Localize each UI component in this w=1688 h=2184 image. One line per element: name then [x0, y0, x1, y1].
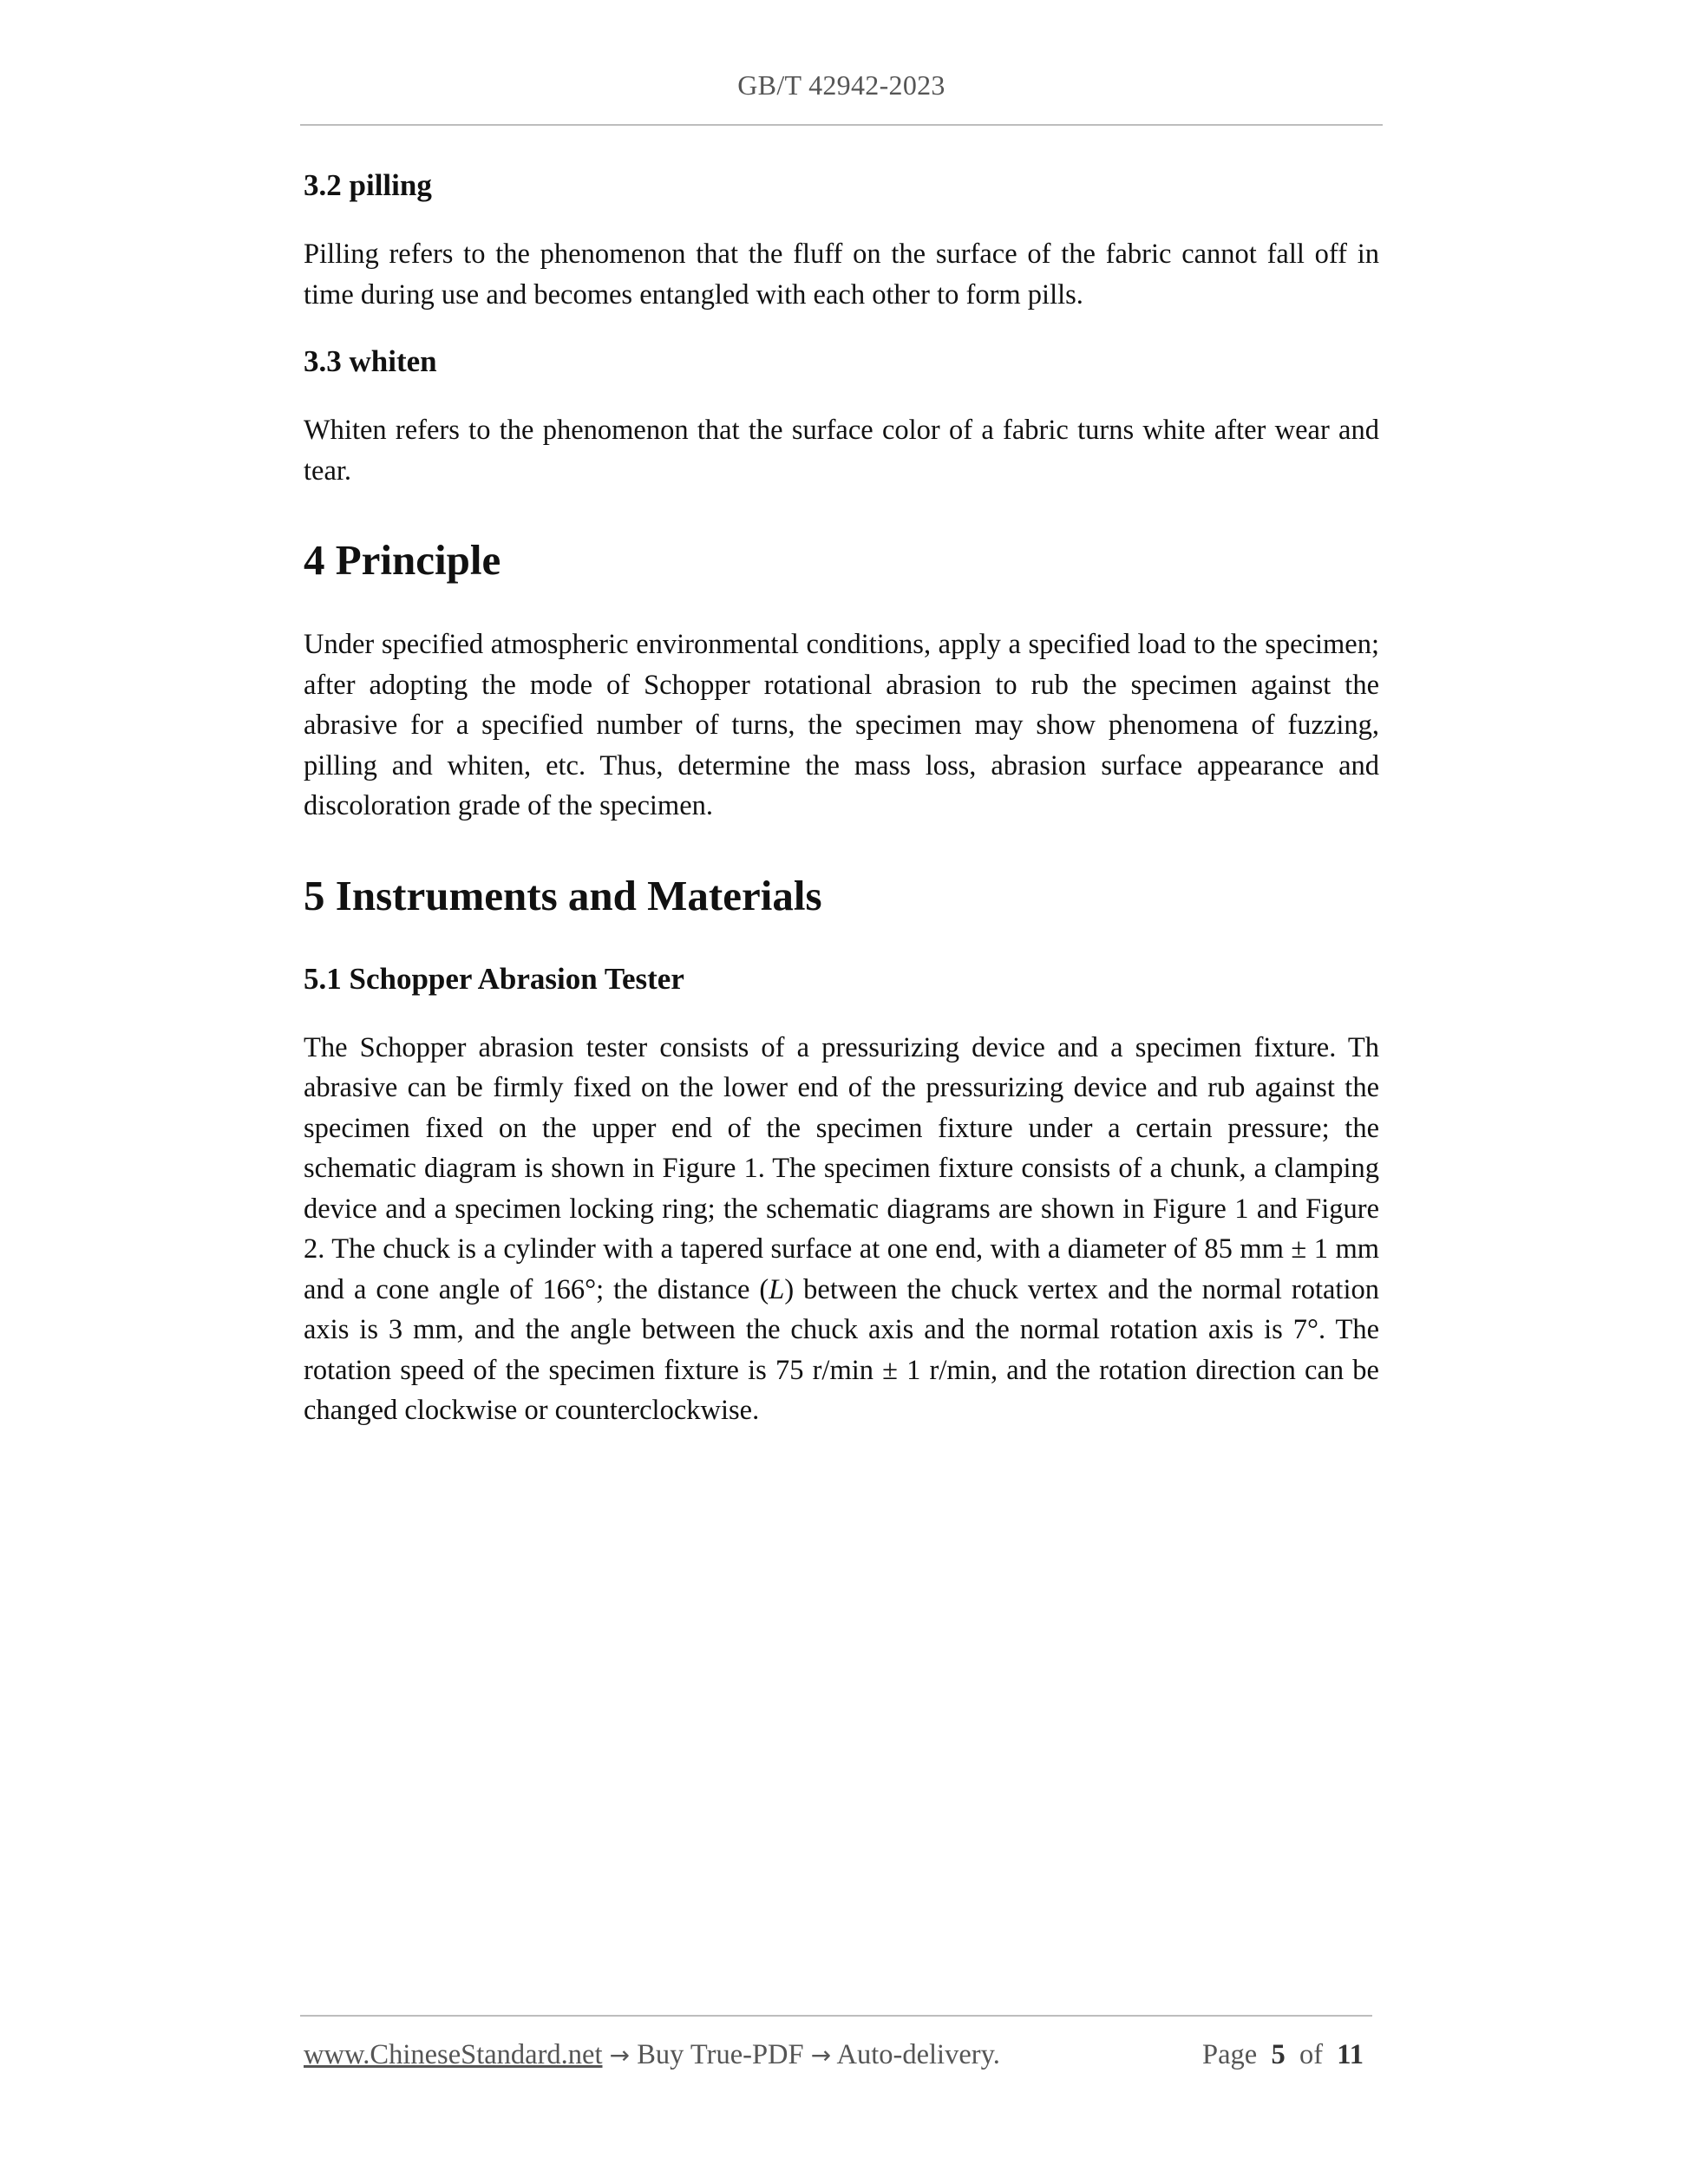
section-paragraph-5-1 [304, 1028, 1379, 1431]
website-link[interactable]: www.ChineseStandard.net [304, 2039, 603, 2070]
section-heading-3-2: 3.2 pilling [304, 168, 432, 202]
current-page: 5 [1271, 2039, 1286, 2070]
of-word: of [1299, 2039, 1324, 2070]
buy-pdf-text: Buy True-PDF [637, 2039, 804, 2070]
page-header [300, 0, 1383, 126]
document-code: GB/T 42942-2023 [737, 69, 945, 101]
paragraph-text-part: ) between the chuck vertex and the normal rotation axis is 3 mm, and the angle between the chuck axis and the normal rotation axis is 7°. The rotation speed of the specimen fixture is 75 r/min ± 1 r/min, and the rotation direction can be changed clockwise or counterclockwise. [304, 1273, 1379, 1426]
section-heading-5-1: 5.1 Schopper Abrasion Tester [304, 961, 684, 996]
section-paragraph-4: Under specified atmospheric environmental conditions, apply a specified load to the specimen; after adopting the mode of Schopper rotational abrasion to rub the specimen against the abrasive for a specified number of turns, the specimen may show phenomena of fuzzing, pilling and whiten, etc. Thus, determine the mass loss, abrasion surface appearance and discoloration grade of the specimen. [304, 629, 1379, 821]
section-paragraph-3-3: Whiten refers to the phenomenon that the surface color of a fabric turns white after wear and tear. [304, 415, 1379, 487]
page-word: Page [1202, 2039, 1258, 2070]
auto-delivery-text: Auto-delivery. [836, 2039, 1000, 2070]
document-body [304, 167, 1379, 1431]
footer-promo [304, 2039, 1000, 2071]
page-number [1202, 2039, 1364, 2071]
section-heading-5: 5 Instruments and Materials [304, 871, 822, 919]
distance-symbol: L [769, 1273, 785, 1305]
section-heading-3-3: 3.3 whiten [304, 344, 437, 378]
arrow-right-icon: → [609, 2041, 631, 2070]
page-footer [300, 2015, 1372, 2070]
section-heading-4: 4 Principle [304, 536, 501, 584]
paragraph-text-part: The Schopper abrasion tester consists of a pressurizing device and a specimen fixture. Th abrasive can be firmly fixed on the lower end of the pressurizing device and rub against the specimen fixed on the upper end of the specimen fixture under a certain pressure; the schematic diagram is shown in Figure 1. The specimen fixture consists of a chunk, a clamping device and a specimen locking ring; the schematic diagrams are shown in Figure 1 and Figure 2. The chuck is a cylinder with a tapered surface at one end, with a diameter of 85 mm ± 1 mm and a cone angle of 166°; the distance ( [304, 1031, 1379, 1305]
arrow-right-icon: → [810, 2041, 832, 2070]
total-pages: 11 [1337, 2039, 1364, 2070]
section-paragraph-3-2: Pilling refers to the phenomenon that the fluff on the surface of the fabric cannot fall off in time during use and becomes entangled with each other to form pills. [304, 239, 1379, 311]
